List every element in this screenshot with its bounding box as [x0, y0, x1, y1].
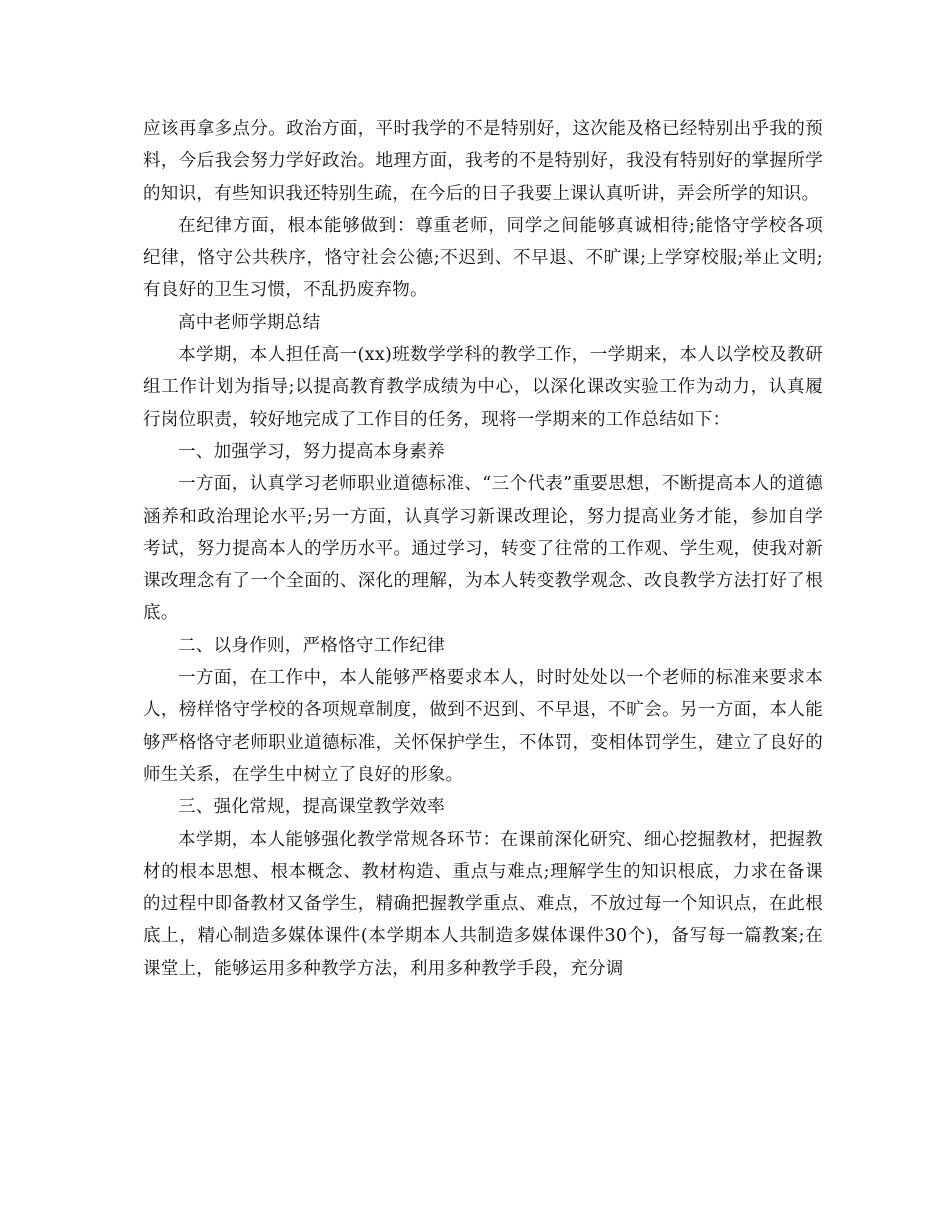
section-title: 高中老师学期总结 [178, 312, 321, 333]
heading-teaching: 三、强化常规，提高课堂教学效率 [178, 797, 445, 818]
paragraph-work-discipline: 一方面，在工作中，本人能够严格要求本人，时时处处以一个老师的标准来要求本人，榜样恪守学校的各项规章制度，做到不迟到、不早退，不旷会。另一方面，本人能够严格恪守老师职业道德标准，关怀保护学生，不体罚，变相体罚学生，建立了良好的师生关系，在学生中树立了良好的形象。 [143, 668, 823, 785]
paragraph-discipline: 在纪律方面，根本能够做到：尊重老师，同学之间能够真诚相待;能恪守学校各项纪律，恪守公共秩序，恪守社会公德;不迟到、不早退、不旷课;上学穿校服;举止文明;有良好的卫生习惯，不乱扔废弃物。 [143, 215, 823, 301]
document-body [143, 113, 823, 985]
heading-study: 一、加强学习，努力提高本身素养 [178, 441, 445, 462]
paragraph-teaching: 本学期，本人能够强化教学常规各环节：在课前深化研究、细心挖掘教材，把握教材的根本思想、根本概念、教材构造、重点与难点;理解学生的知识根底，力求在备课的过程中即备教材又备学生，精确把握教学重点、难点，不放过每一个知识点，在此根底上，精心制造多媒体课件(本学期本人共制造多媒体课件30个)，备写每一篇教案;在课堂上，能够运用多种教学方法，利用多种教学手段，充分调 [143, 829, 823, 979]
paragraph-study: 一方面，认真学习老师职业道德标准、“三个代表”重要思想，不断提高本人的道德涵养和政治理论水平;另一方面，认真学习新课改理论，努力提高业务才能，参加自学考试，努力提高本人的学历水平。通过学习，转变了往常的工作观、学生观，使我对新课改理念有了一个全面的、深化的理解，为本人转变教学观念、改良教学方法打好了根底。 [143, 474, 823, 624]
paragraph-intro: 本学期，本人担任高一(xx)班数学学科的教学工作，一学期来，本人以学校及教研组工作计划为指导;以提高教育教学成绩为中心，以深化课改实验工作为动力，认真履行岗位职责，较好地完成了工作目的任务，现将一学期来的工作总结如下： [143, 345, 823, 430]
heading-discipline: 二、以身作则，严格恪守工作纪律 [178, 635, 445, 656]
paragraph-exam-review: 应该再拿多点分。政治方面，平时我学的不是特别好，这次能及格已经特别出乎我的预料，今后我会努力学好政治。地理方面，我考的不是特别好，我没有特别好的掌握所学的知识，有些知识我还特别生疏，在今后的日子我要上课认真听讲，弄会所学的知识。 [143, 119, 823, 204]
